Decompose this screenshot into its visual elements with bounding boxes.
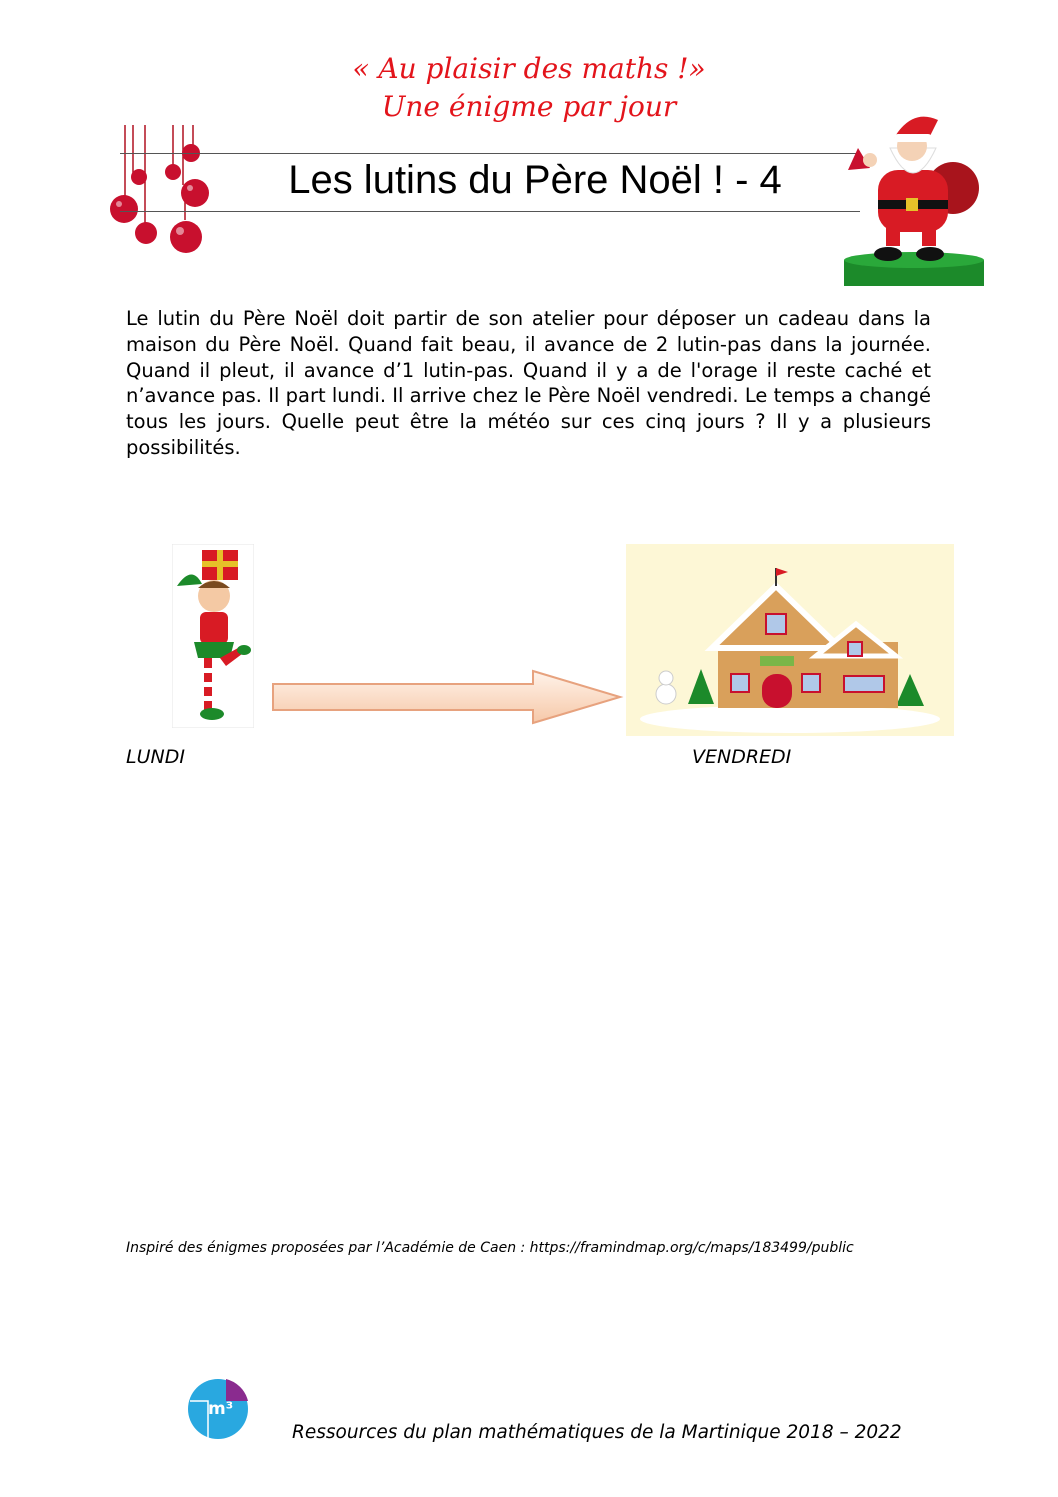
header-subtitle-2: Une énigme par jour — [381, 90, 677, 123]
end-day-label: VENDREDI — [692, 746, 792, 768]
santa-claus-icon — [838, 108, 986, 288]
m3-logo — [186, 1379, 251, 1439]
title-top-rule — [120, 153, 860, 154]
arrow-right-icon — [270, 668, 625, 726]
m3-logo-text: m³ — [208, 1399, 234, 1419]
start-day-label: LUNDI — [126, 746, 185, 768]
elf-with-gift-icon — [172, 544, 254, 728]
page-title: Les lutins du Père Noël ! - 4 — [288, 158, 782, 202]
problem-statement: Le lutin du Père Noël doit partir de son atelier pour déposer un cadeau dans la maison du Père Noël. Quand fait beau, il avance de 2 lutin-pas dans la journée. Quand il pleut, il avance d’1 lutin-pas. Quand il y a de l'orage il reste caché et n’avance pas. Il part lundi. Il arrive chez le Père Noël vendredi. Le temps a changé tous les jours. Quelle peut être la météo sur ces cinq jours ? Il y a plusieurs possibilités. — [126, 307, 931, 459]
santa-house-icon — [626, 544, 954, 736]
header-subtitle-1: « Au plaisir des maths !» — [352, 52, 706, 85]
title-bottom-rule — [120, 211, 860, 212]
ornaments-icon — [105, 125, 215, 260]
footer-text: Ressources du plan mathématiques de la Martinique 2018 – 2022 — [292, 1422, 902, 1443]
source-credit: Inspiré des énigmes proposées par l’Académie de Caen : https://framindmap.org/c/maps/183499/public — [126, 1240, 854, 1256]
